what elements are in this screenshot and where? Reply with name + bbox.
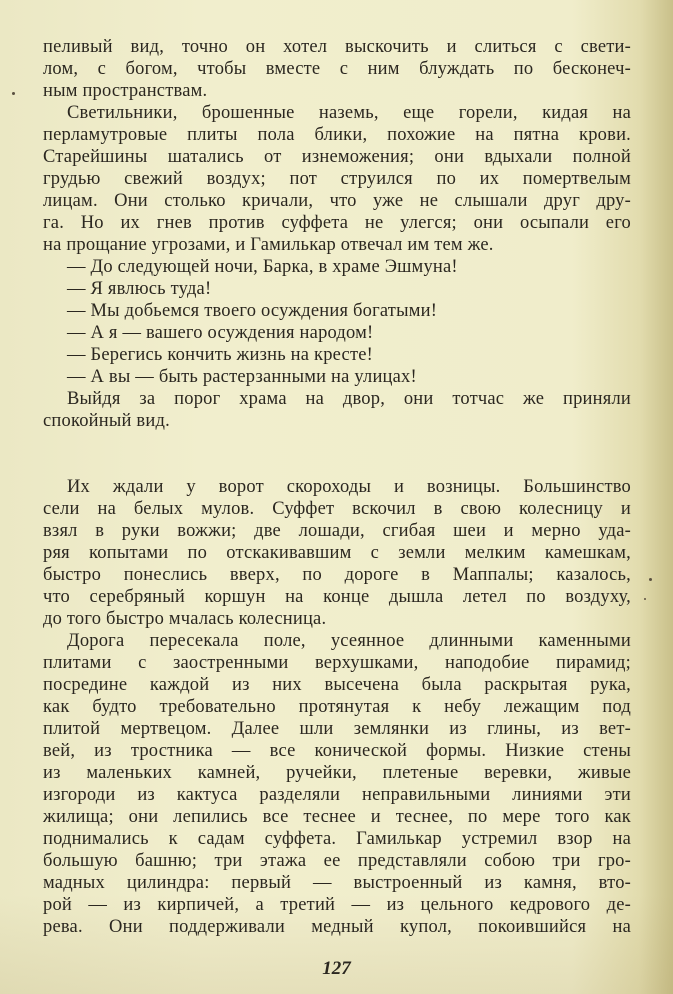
text-line: грудью свежий воздух; пот струился по их помертвелым xyxy=(43,169,631,189)
text-line: — До следующей ночи, Барка, в храме Эшмуна! xyxy=(67,257,458,277)
text-line: рева. Они поддерживали медный купол, покоившийся на xyxy=(43,917,631,937)
text-line: пеливый вид, точно он хотел выскочить и слиться с свети- xyxy=(43,37,631,57)
text-line: лом, с богом, чтобы вместе с ним блуждать по бесконеч- xyxy=(43,59,631,79)
text-line: сели на белых мулов. Суффет вскочил в свою колесницу и xyxy=(43,499,631,519)
text-line: изгороди из кактуса разделяли неправильными линиями эти xyxy=(43,785,631,805)
paragraph xyxy=(43,366,631,388)
text-line: на прощание угрозами, и Гамилькар отвечал им тем же. xyxy=(43,235,494,255)
paragraph xyxy=(43,36,631,102)
text-line: большую башню; три этажа ее представляли собою три гро- xyxy=(43,851,631,871)
text-line: поднимались к садам суффета. Гамилькар устремил взор на xyxy=(43,829,631,849)
paragraph xyxy=(43,256,631,278)
text-line: мадных цилиндра: первый — выстроенный из камня, вто- xyxy=(43,873,631,893)
text-line: Дорога пересекала поле, усеянное длинными каменными xyxy=(67,631,631,651)
text-line: — Берегись кончить жизнь на кресте! xyxy=(67,345,373,365)
text-line: быстро понеслись вверх, по дороге в Маппалы; казалось, xyxy=(43,565,631,585)
text-line: Их ждали у ворот скороходы и возницы. Большинство xyxy=(67,477,631,497)
text-line: Светильники, брошенные наземь, еще горели, кидая на xyxy=(67,103,631,123)
text-line: до того быстро мчалась колесница. xyxy=(43,609,327,629)
text-line: ряя копытами по отскакивавшим с земли мелким камешкам, xyxy=(43,543,631,563)
print-speck xyxy=(12,92,15,95)
text-line: спокойный вид. xyxy=(43,411,170,431)
text-line: взял в руки вожжи; две лошади, сгибая шеи и мерно уда- xyxy=(43,521,631,541)
text-line: из маленьких камней, ручейки, плетеные веревки, живые xyxy=(43,763,631,783)
text-line: — А я — вашего осуждения народом! xyxy=(67,323,374,343)
text-line: — Я явлюсь туда! xyxy=(67,279,212,299)
print-speck xyxy=(644,598,646,600)
text-line: плитами с заостренными верхушками, наподобие пирамид; xyxy=(43,653,631,673)
page-number: 127 xyxy=(322,958,351,979)
text-line: посредине каждой из них высечена была раскрытая рука, xyxy=(43,675,631,695)
text-line: Старейшины шатались от изнеможения; они вдыхали полной xyxy=(43,147,631,167)
text-line: лицам. Они столько кричали, что уже не слышали друг дру- xyxy=(43,191,631,211)
paragraph xyxy=(43,102,631,256)
paragraph xyxy=(43,322,631,344)
paragraph xyxy=(43,630,631,938)
paragraph xyxy=(43,476,631,630)
paragraph xyxy=(43,278,631,300)
text-section-2 xyxy=(43,476,631,938)
text-line: га. Но их гнев против суффета не улегся; они осыпали его xyxy=(43,213,631,233)
text-line: вей, из тростника — все конической формы. Низкие стены xyxy=(43,741,631,761)
paragraph xyxy=(43,388,631,432)
text-line: как будто требовательно протянутая к небу лежащим под xyxy=(43,697,631,717)
print-speck xyxy=(649,578,652,581)
text-line: рой — из кирпичей, а третий — из цельного кедрового де- xyxy=(43,895,631,915)
text-line: что серебряный коршун на конце дышла летел по воздуху, xyxy=(43,587,631,607)
text-line: перламутровые плиты пола блики, похожие на пятна крови. xyxy=(43,125,631,145)
text-line: плитой мертвецом. Далее шли землянки из глины, из вет- xyxy=(43,719,631,739)
paragraph xyxy=(43,300,631,322)
text-line: Выйдя за порог храма на двор, они тотчас же приняли xyxy=(67,389,631,409)
text-line: — Мы добьемся твоего осуждения богатыми! xyxy=(67,301,438,321)
text-line: — А вы — быть растерзанными на улицах! xyxy=(67,367,417,387)
text-line: жилища; они лепились все теснее и теснее, по мере того как xyxy=(43,807,631,827)
text-line: ным пространствам. xyxy=(43,81,208,101)
paragraph xyxy=(43,344,631,366)
text-section-1 xyxy=(43,36,631,432)
